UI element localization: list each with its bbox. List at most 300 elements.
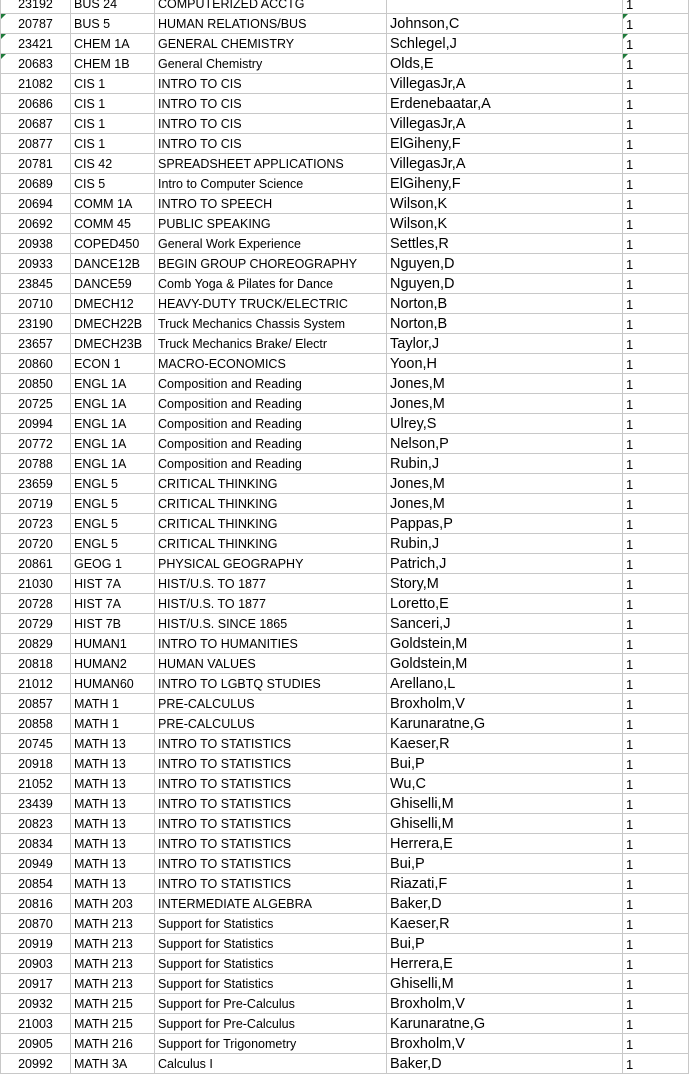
cell-title[interactable]: Support for Pre-Calculus <box>155 994 387 1014</box>
table-row <box>1 334 689 354</box>
cell-crn[interactable]: 20787 <box>1 14 71 34</box>
cell-course[interactable]: ECON 1 <box>71 354 155 374</box>
cell-title[interactable]: Support for Statistics <box>155 934 387 954</box>
cell-title[interactable]: CRITICAL THINKING <box>155 474 387 494</box>
cell-crn[interactable]: 23421 <box>1 34 71 54</box>
cell-course[interactable]: CIS 1 <box>71 134 155 154</box>
cell-course[interactable]: MATH 3A <box>71 1054 155 1074</box>
cell-sections[interactable]: 1 <box>623 254 689 274</box>
cell-sections[interactable]: 1 <box>623 54 689 74</box>
cell-instructor[interactable]: Herrera,E <box>387 954 623 974</box>
cell-course[interactable]: ENGL 1A <box>71 434 155 454</box>
cell-instructor[interactable]: Ghiselli,M <box>387 814 623 834</box>
cell-sections[interactable]: 1 <box>623 194 689 214</box>
cell-title[interactable]: SPREADSHEET APPLICATIONS <box>155 154 387 174</box>
table-row <box>1 494 689 514</box>
cell-course[interactable]: MATH 213 <box>71 934 155 954</box>
cell-instructor[interactable]: VillegasJr,A <box>387 114 623 134</box>
table-row <box>1 194 689 214</box>
cell-instructor[interactable]: Settles,R <box>387 234 623 254</box>
cell-crn[interactable]: 20728 <box>1 594 71 614</box>
cell-crn[interactable]: 23192 <box>1 0 71 14</box>
cell-title[interactable]: PUBLIC SPEAKING <box>155 214 387 234</box>
cell-instructor[interactable]: Jones,M <box>387 374 623 394</box>
cell-course[interactable]: MATH 215 <box>71 994 155 1014</box>
cell-sections[interactable]: 1 <box>623 1014 689 1034</box>
cell-sections[interactable]: 1 <box>623 174 689 194</box>
cell-instructor[interactable]: Schlegel,J <box>387 34 623 54</box>
cell-instructor[interactable]: Yoon,H <box>387 354 623 374</box>
cell-crn[interactable]: 20994 <box>1 414 71 434</box>
cell-sections[interactable]: 1 <box>623 234 689 254</box>
cell-sections[interactable]: 1 <box>623 0 689 14</box>
cell-title[interactable]: INTERMEDIATE ALGEBRA <box>155 894 387 914</box>
cell-crn[interactable]: 20745 <box>1 734 71 754</box>
cell-instructor[interactable]: Rubin,J <box>387 454 623 474</box>
cell-instructor[interactable]: Sanceri,J <box>387 614 623 634</box>
cell-course[interactable]: BUS 5 <box>71 14 155 34</box>
cell-sections[interactable]: 1 <box>623 154 689 174</box>
cell-sections[interactable]: 1 <box>623 394 689 414</box>
cell-course[interactable]: MATH 13 <box>71 794 155 814</box>
cell-course[interactable]: GEOG 1 <box>71 554 155 574</box>
cell-course[interactable]: ENGL 1A <box>71 394 155 414</box>
cell-course[interactable]: DMECH12 <box>71 294 155 314</box>
cell-crn[interactable]: 20772 <box>1 434 71 454</box>
cell-sections[interactable]: 1 <box>623 894 689 914</box>
cell-crn[interactable]: 20903 <box>1 954 71 974</box>
cell-instructor[interactable]: Pappas,P <box>387 514 623 534</box>
cell-sections[interactable]: 1 <box>623 94 689 114</box>
cell-course[interactable]: DMECH23B <box>71 334 155 354</box>
cell-sections[interactable]: 1 <box>623 854 689 874</box>
cell-crn[interactable]: 20781 <box>1 154 71 174</box>
cell-crn[interactable]: 20933 <box>1 254 71 274</box>
cell-course[interactable]: HUMAN60 <box>71 674 155 694</box>
cell-sections[interactable]: 1 <box>623 874 689 894</box>
spreadsheet-body <box>1 0 689 1074</box>
cell-instructor[interactable]: Riazati,F <box>387 874 623 894</box>
cell-course[interactable]: CIS 5 <box>71 174 155 194</box>
cell-title[interactable]: COMPUTERIZED ACCTG <box>155 0 387 14</box>
cell-title[interactable]: INTRO TO LGBTQ STUDIES <box>155 674 387 694</box>
cell-crn[interactable]: 20858 <box>1 714 71 734</box>
table-row <box>1 114 689 134</box>
cell-instructor[interactable]: Jones,M <box>387 394 623 414</box>
cell-crn[interactable]: 20949 <box>1 854 71 874</box>
cell-sections[interactable]: 1 <box>623 474 689 494</box>
cell-title[interactable]: Calculus I <box>155 1054 387 1074</box>
table-row <box>1 554 689 574</box>
cell-instructor[interactable]: Norton,B <box>387 294 623 314</box>
cell-title[interactable]: Support for Statistics <box>155 954 387 974</box>
cell-course[interactable]: MATH 13 <box>71 874 155 894</box>
cell-instructor[interactable]: Ghiselli,M <box>387 794 623 814</box>
cell-sections[interactable]: 1 <box>623 534 689 554</box>
cell-instructor[interactable]: Karunaratne,G <box>387 1014 623 1034</box>
cell-course[interactable]: ENGL 5 <box>71 534 155 554</box>
cell-sections[interactable]: 1 <box>623 14 689 34</box>
cell-sections[interactable]: 1 <box>623 1034 689 1054</box>
cell-crn[interactable]: 20694 <box>1 194 71 214</box>
table-row <box>1 974 689 994</box>
cell-title[interactable]: INTRO TO STATISTICS <box>155 794 387 814</box>
table-row <box>1 534 689 554</box>
cell-instructor[interactable]: Wu,C <box>387 774 623 794</box>
cell-crn[interactable]: 21003 <box>1 1014 71 1034</box>
cell-crn[interactable]: 20992 <box>1 1054 71 1074</box>
cell-course[interactable]: MATH 213 <box>71 974 155 994</box>
cell-title[interactable]: Composition and Reading <box>155 394 387 414</box>
cell-instructor[interactable]: Kaeser,R <box>387 914 623 934</box>
table-row <box>1 1034 689 1054</box>
cell-sections[interactable]: 1 <box>623 694 689 714</box>
cell-title[interactable]: Support for Trigonometry <box>155 1034 387 1054</box>
cell-course[interactable]: ENGL 1A <box>71 454 155 474</box>
cell-instructor[interactable]: Broxholm,V <box>387 1034 623 1054</box>
cell-course[interactable]: COMM 1A <box>71 194 155 214</box>
cell-course[interactable]: DANCE59 <box>71 274 155 294</box>
cell-sections[interactable]: 1 <box>623 74 689 94</box>
table-row <box>1 314 689 334</box>
table-row <box>1 74 689 94</box>
cell-course[interactable]: MATH 213 <box>71 914 155 934</box>
cell-crn[interactable]: 20692 <box>1 214 71 234</box>
cell-sections[interactable]: 1 <box>623 814 689 834</box>
cell-instructor[interactable]: Baker,D <box>387 894 623 914</box>
cell-course[interactable]: HIST 7B <box>71 614 155 634</box>
cell-course[interactable]: DANCE12B <box>71 254 155 274</box>
cell-sections[interactable]: 1 <box>623 954 689 974</box>
cell-sections[interactable]: 1 <box>623 774 689 794</box>
cell-course[interactable]: ENGL 5 <box>71 514 155 534</box>
cell-crn[interactable]: 20918 <box>1 754 71 774</box>
cell-crn[interactable]: 20729 <box>1 614 71 634</box>
cell-sections[interactable]: 1 <box>623 574 689 594</box>
cell-title[interactable]: INTRO TO STATISTICS <box>155 774 387 794</box>
cell-course[interactable]: ENGL 1A <box>71 374 155 394</box>
cell-title[interactable]: MACRO-ECONOMICS <box>155 354 387 374</box>
cell-sections[interactable]: 1 <box>623 734 689 754</box>
cell-title[interactable]: HIST/U.S. TO 1877 <box>155 574 387 594</box>
cell-instructor[interactable]: Nguyen,D <box>387 274 623 294</box>
cell-instructor[interactable]: Bui,P <box>387 854 623 874</box>
cell-crn[interactable]: 20683 <box>1 54 71 74</box>
cell-course[interactable]: HIST 7A <box>71 574 155 594</box>
cell-title[interactable]: HEAVY-DUTY TRUCK/ELECTRIC <box>155 294 387 314</box>
cell-title[interactable]: HUMAN VALUES <box>155 654 387 674</box>
table-row <box>1 434 689 454</box>
cell-sections[interactable]: 1 <box>623 434 689 454</box>
cell-title[interactable]: INTRO TO CIS <box>155 94 387 114</box>
cell-instructor[interactable]: Nguyen,D <box>387 254 623 274</box>
cell-sections[interactable]: 1 <box>623 994 689 1014</box>
cell-crn[interactable]: 20919 <box>1 934 71 954</box>
cell-sections[interactable]: 1 <box>623 974 689 994</box>
cell-crn[interactable]: 20710 <box>1 294 71 314</box>
cell-course[interactable]: MATH 213 <box>71 954 155 974</box>
cell-sections[interactable]: 1 <box>623 314 689 334</box>
table-row <box>1 174 689 194</box>
cell-title[interactable]: INTRO TO SPEECH <box>155 194 387 214</box>
cell-title[interactable]: Support for Statistics <box>155 914 387 934</box>
cell-instructor[interactable]: Taylor,J <box>387 334 623 354</box>
cell-title[interactable]: GENERAL CHEMISTRY <box>155 34 387 54</box>
cell-crn[interactable]: 23439 <box>1 794 71 814</box>
cell-title[interactable]: INTRO TO CIS <box>155 134 387 154</box>
cell-sections[interactable]: 1 <box>623 794 689 814</box>
cell-sections[interactable]: 1 <box>623 414 689 434</box>
cell-crn[interactable]: 23657 <box>1 334 71 354</box>
cell-instructor[interactable]: Ulrey,S <box>387 414 623 434</box>
cell-sections[interactable]: 1 <box>623 34 689 54</box>
cell-title[interactable]: INTRO TO CIS <box>155 114 387 134</box>
cell-crn[interactable]: 20917 <box>1 974 71 994</box>
cell-sections[interactable]: 1 <box>623 654 689 674</box>
cell-crn[interactable]: 20938 <box>1 234 71 254</box>
cell-title[interactable]: INTRO TO STATISTICS <box>155 814 387 834</box>
cell-course[interactable]: ENGL 1A <box>71 414 155 434</box>
cell-instructor[interactable]: ElGiheny,F <box>387 134 623 154</box>
table-row <box>1 674 689 694</box>
cell-course[interactable]: CIS 42 <box>71 154 155 174</box>
cell-title[interactable]: BEGIN GROUP CHOREOGRAPHY <box>155 254 387 274</box>
cell-instructor[interactable]: Olds,E <box>387 54 623 74</box>
cell-course[interactable]: CHEM 1A <box>71 34 155 54</box>
cell-title[interactable]: CRITICAL THINKING <box>155 494 387 514</box>
cell-course[interactable]: MATH 13 <box>71 734 155 754</box>
cell-title[interactable]: INTRO TO STATISTICS <box>155 734 387 754</box>
cell-course[interactable]: MATH 1 <box>71 714 155 734</box>
cell-crn[interactable]: 20725 <box>1 394 71 414</box>
cell-crn[interactable]: 23659 <box>1 474 71 494</box>
table-row <box>1 354 689 374</box>
cell-sections[interactable]: 1 <box>623 594 689 614</box>
cell-instructor[interactable]: Kaeser,R <box>387 734 623 754</box>
table-row <box>1 894 689 914</box>
table-row <box>1 994 689 1014</box>
cell-crn[interactable]: 23845 <box>1 274 71 294</box>
cell-title[interactable]: Composition and Reading <box>155 374 387 394</box>
cell-instructor[interactable]: VillegasJr,A <box>387 74 623 94</box>
cell-crn[interactable]: 20720 <box>1 534 71 554</box>
table-row <box>1 14 689 34</box>
cell-crn[interactable]: 20905 <box>1 1034 71 1054</box>
cell-title[interactable]: INTRO TO CIS <box>155 74 387 94</box>
cell-course[interactable]: CIS 1 <box>71 94 155 114</box>
cell-instructor[interactable]: Karunaratne,G <box>387 714 623 734</box>
cell-sections[interactable]: 1 <box>623 354 689 374</box>
cell-instructor[interactable]: Norton,B <box>387 314 623 334</box>
cell-crn[interactable]: 20687 <box>1 114 71 134</box>
cell-sections[interactable]: 1 <box>623 214 689 234</box>
cell-title[interactable]: HUMAN RELATIONS/BUS <box>155 14 387 34</box>
cell-crn[interactable]: 21082 <box>1 74 71 94</box>
cell-sections[interactable]: 1 <box>623 134 689 154</box>
cell-crn[interactable]: 20829 <box>1 634 71 654</box>
table-row <box>1 934 689 954</box>
cell-title[interactable]: General Work Experience <box>155 234 387 254</box>
cell-instructor[interactable]: Goldstein,M <box>387 634 623 654</box>
cell-instructor[interactable]: Wilson,K <box>387 214 623 234</box>
cell-course[interactable]: HUMAN2 <box>71 654 155 674</box>
cell-sections[interactable]: 1 <box>623 554 689 574</box>
cell-title[interactable]: INTRO TO HUMANITIES <box>155 634 387 654</box>
cell-instructor[interactable]: Nelson,P <box>387 434 623 454</box>
cell-title[interactable]: HIST/U.S. SINCE 1865 <box>155 614 387 634</box>
table-row <box>1 1054 689 1074</box>
cell-sections[interactable]: 1 <box>623 914 689 934</box>
cell-crn[interactable]: 20860 <box>1 354 71 374</box>
cell-title[interactable]: INTRO TO STATISTICS <box>155 834 387 854</box>
cell-course[interactable]: MATH 203 <box>71 894 155 914</box>
cell-instructor[interactable]: Rubin,J <box>387 534 623 554</box>
cell-sections[interactable]: 1 <box>623 114 689 134</box>
table-row <box>1 454 689 474</box>
cell-title[interactable]: General Chemistry <box>155 54 387 74</box>
cell-title[interactable]: Intro to Computer Science <box>155 174 387 194</box>
cell-course[interactable]: COMM 45 <box>71 214 155 234</box>
cell-course[interactable]: CIS 1 <box>71 114 155 134</box>
cell-title[interactable]: Support for Pre-Calculus <box>155 1014 387 1034</box>
cell-title[interactable]: Support for Statistics <box>155 974 387 994</box>
cell-crn[interactable]: 21030 <box>1 574 71 594</box>
cell-crn[interactable]: 20877 <box>1 134 71 154</box>
cell-title[interactable]: Comb Yoga & Pilates for Dance <box>155 274 387 294</box>
cell-course[interactable]: DMECH22B <box>71 314 155 334</box>
cell-instructor[interactable]: Wilson,K <box>387 194 623 214</box>
cell-sections[interactable]: 1 <box>623 294 689 314</box>
cell-sections[interactable]: 1 <box>623 934 689 954</box>
cell-course[interactable]: BUS 24 <box>71 0 155 14</box>
cell-crn[interactable]: 20816 <box>1 894 71 914</box>
cell-course[interactable]: CIS 1 <box>71 74 155 94</box>
cell-course[interactable]: MATH 13 <box>71 754 155 774</box>
cell-title[interactable]: PRE-CALCULUS <box>155 694 387 714</box>
cell-title[interactable]: Composition and Reading <box>155 434 387 454</box>
cell-instructor[interactable]: Loretto,E <box>387 594 623 614</box>
cell-instructor[interactable]: Herrera,E <box>387 834 623 854</box>
cell-sections[interactable]: 1 <box>623 674 689 694</box>
cell-instructor[interactable]: Arellano,L <box>387 674 623 694</box>
cell-instructor[interactable]: VillegasJr,A <box>387 154 623 174</box>
cell-instructor[interactable]: Johnson,C <box>387 14 623 34</box>
cell-crn[interactable]: 20723 <box>1 514 71 534</box>
cell-crn[interactable]: 23190 <box>1 314 71 334</box>
cell-sections[interactable]: 1 <box>623 1054 689 1074</box>
table-row <box>1 854 689 874</box>
cell-crn[interactable]: 20854 <box>1 874 71 894</box>
cell-course[interactable]: CHEM 1B <box>71 54 155 74</box>
cell-title[interactable]: PHYSICAL GEOGRAPHY <box>155 554 387 574</box>
cell-course[interactable]: MATH 13 <box>71 854 155 874</box>
cell-crn[interactable]: 20689 <box>1 174 71 194</box>
cell-crn[interactable]: 20857 <box>1 694 71 714</box>
cell-crn[interactable]: 20870 <box>1 914 71 934</box>
cell-instructor[interactable]: Jones,M <box>387 474 623 494</box>
cell-title[interactable]: Composition and Reading <box>155 414 387 434</box>
table-row <box>1 514 689 534</box>
cell-crn[interactable]: 21052 <box>1 774 71 794</box>
cell-course[interactable]: ENGL 5 <box>71 474 155 494</box>
cell-crn[interactable]: 20834 <box>1 834 71 854</box>
cell-crn[interactable]: 20719 <box>1 494 71 514</box>
cell-sections[interactable]: 1 <box>623 834 689 854</box>
cell-course[interactable]: MATH 1 <box>71 694 155 714</box>
table-row <box>1 134 689 154</box>
cell-instructor[interactable]: Goldstein,M <box>387 654 623 674</box>
cell-crn[interactable]: 20818 <box>1 654 71 674</box>
cell-title[interactable]: Truck Mechanics Chassis System <box>155 314 387 334</box>
cell-instructor[interactable]: Baker,D <box>387 1054 623 1074</box>
cell-course[interactable]: HUMAN1 <box>71 634 155 654</box>
cell-course[interactable]: MATH 216 <box>71 1034 155 1054</box>
cell-course[interactable]: MATH 13 <box>71 774 155 794</box>
cell-title[interactable]: HIST/U.S. TO 1877 <box>155 594 387 614</box>
cell-crn[interactable]: 20861 <box>1 554 71 574</box>
cell-title[interactable]: INTRO TO STATISTICS <box>155 754 387 774</box>
cell-sections[interactable]: 1 <box>623 634 689 654</box>
cell-course[interactable]: HIST 7A <box>71 594 155 614</box>
cell-title[interactable]: INTRO TO STATISTICS <box>155 874 387 894</box>
table-row <box>1 954 689 974</box>
table-row <box>1 394 689 414</box>
cell-crn[interactable]: 21012 <box>1 674 71 694</box>
cell-course[interactable]: MATH 215 <box>71 1014 155 1034</box>
table-row <box>1 654 689 674</box>
table-row <box>1 914 689 934</box>
cell-sections[interactable]: 1 <box>623 374 689 394</box>
cell-sections[interactable]: 1 <box>623 334 689 354</box>
cell-course[interactable]: MATH 13 <box>71 814 155 834</box>
cell-course[interactable]: ENGL 5 <box>71 494 155 514</box>
cell-title[interactable]: CRITICAL THINKING <box>155 534 387 554</box>
cell-instructor[interactable]: ElGiheny,F <box>387 174 623 194</box>
cell-sections[interactable]: 1 <box>623 754 689 774</box>
cell-instructor[interactable]: Patrich,J <box>387 554 623 574</box>
cell-title[interactable]: CRITICAL THINKING <box>155 514 387 534</box>
cell-sections[interactable]: 1 <box>623 454 689 474</box>
cell-sections[interactable]: 1 <box>623 274 689 294</box>
cell-sections[interactable]: 1 <box>623 514 689 534</box>
cell-title[interactable]: Truck Mechanics Brake/ Electr <box>155 334 387 354</box>
cell-crn[interactable]: 20686 <box>1 94 71 114</box>
cell-course[interactable]: COPED450 <box>71 234 155 254</box>
cell-crn[interactable]: 20932 <box>1 994 71 1014</box>
table-row <box>1 734 689 754</box>
cell-instructor[interactable]: Erdenebaatar,A <box>387 94 623 114</box>
cell-title[interactable]: Composition and Reading <box>155 454 387 474</box>
cell-instructor[interactable]: Story,M <box>387 574 623 594</box>
cell-title[interactable]: INTRO TO STATISTICS <box>155 854 387 874</box>
cell-instructor[interactable] <box>387 0 623 14</box>
cell-instructor[interactable]: Broxholm,V <box>387 994 623 1014</box>
cell-crn[interactable]: 20850 <box>1 374 71 394</box>
cell-sections[interactable]: 1 <box>623 494 689 514</box>
cell-crn[interactable]: 20823 <box>1 814 71 834</box>
cell-instructor[interactable]: Ghiselli,M <box>387 974 623 994</box>
cell-instructor[interactable]: Broxholm,V <box>387 694 623 714</box>
cell-sections[interactable]: 1 <box>623 714 689 734</box>
cell-crn[interactable]: 20788 <box>1 454 71 474</box>
cell-sections[interactable]: 1 <box>623 614 689 634</box>
cell-course[interactable]: MATH 13 <box>71 834 155 854</box>
cell-title[interactable]: PRE-CALCULUS <box>155 714 387 734</box>
cell-instructor[interactable]: Jones,M <box>387 494 623 514</box>
cell-instructor[interactable]: Bui,P <box>387 934 623 954</box>
table-row <box>1 814 689 834</box>
cell-instructor[interactable]: Bui,P <box>387 754 623 774</box>
